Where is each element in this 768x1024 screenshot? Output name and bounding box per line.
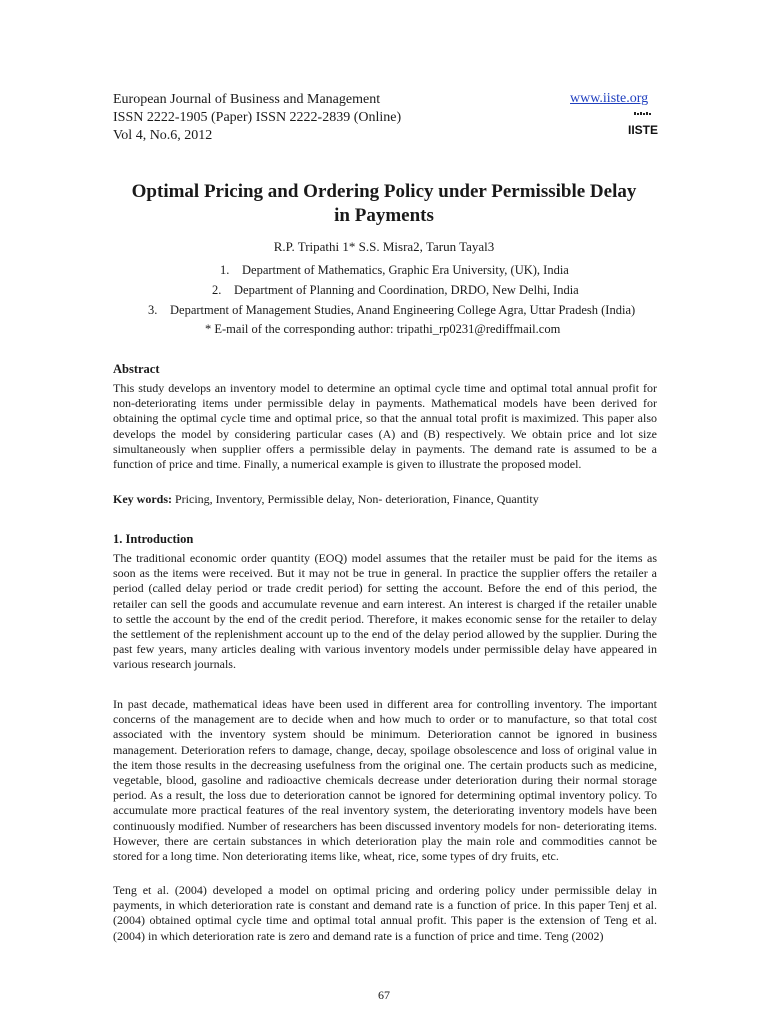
affiliation-number: 1. [220,263,230,277]
keywords-text: Pricing, Inventory, Permissible delay, Non- deterioration, Finance, Quantity [172,492,539,506]
introduction-heading: 1. Introduction [113,532,194,546]
journal-name: European Journal of Business and Management [113,92,381,107]
affiliation-2 [212,282,579,298]
intro-paragraph-3: Teng et al. (2004) developed a model on optimal pricing and ordering policy under permissible delay in payments, in which deterioration rate is constant and demand rate is a function of price. In this paper Tenj et al.(2004) obtained optimal cycle time and optimal total annual profit. This paper is the extension of Teng et al. (2004) in which deterioration rate is zero and demand rate is a function of price and time. Teng (2002) [113,883,657,943]
intro-paragraph-2: In past decade, mathematical ideas have been used in different area for controlling inventory. The important concerns of the management are to decide when and how much to order or to manufacture, so that total cost associated with the inventory system should be minimum. Deterioration cannot be ignored in business management. Deterioration refers to damage, change, decay, spoilage obsolescence and loss of original value in the item those results in the decreasing usefulness from the original one. The certain products such as medicine, vegetable, blood, gasoline and radioactive chemicals decrease under deterioration during their normal storage period. As a result, the loss due to deterioration cannot be ignored for determining optimal inventory policy. To accumulate more practical features of the real inventory system, the deteriorating inventory models have been continuously modified. Number of researchers has been discussed inventory models for non- deteriorating items. However, there are certain substances in which deterioration play the main role and commodities cannot be stored for a long time. Non deteriorating items like, wheat, rice, some types of dry fruits, etc. [113,697,657,864]
abstract-text: This study develops an inventory model to determine an optimal cycle time and optimal total annual profit for non-deteriorating items under permissible delay in payments. Mathematical models have been derived for obtaining the optimal cycle time and optimal price, so that the annual total profit is maximized. This paper also develops the model by considering particular cases (A) and (B) respectively. We obtain price and lot size simultaneously when supplier offers a permissible delay in payments. The demand rate is assumed to be a function of price and time. Finally, a numerical example is given to illustrate the proposed model. [113,381,657,472]
paper-title [100,180,668,228]
intro-paragraph-1: The traditional economic order quantity (EOQ) model assumes that the retailer must be paid for the items as soon as the items were received. But it may not be true in general. In practice the supplier offers the retailer a period (called delay period or trade credit period) for setting the account. Before the end of this period, the retailer can sell the goods and accumulate revenue and earn interest. An interest is charged if the retailer unable to settle the account by the end of the credit period. Therefore, it makes economic sense for the retailer to delay the settlement of the replenishment account up to the end of the delay period allowed by the supplier. During the past few years, many articles dealing with various inventory models under permissible delay have appeared in various research journals. [113,551,657,672]
affiliation-1 [220,262,569,278]
logo-text: IISTE [627,123,659,137]
title-line-1: Optimal Pricing and Ordering Policy under Permissible Delay [131,181,637,202]
affiliation-3 [148,302,635,318]
affiliation-text: Department of Mathematics, Graphic Era University, (UK), India [242,263,569,277]
keywords [113,492,539,507]
affiliation-number: 3. [148,303,158,317]
website-link[interactable]: www.iiste.org [570,91,649,106]
corresponding-email: * E-mail of the corresponding author: tripathi_rp0231@rediffmail.com [205,322,561,336]
affiliation-number: 2. [212,283,222,297]
journal-volume: Vol 4, No.6, 2012 [113,128,213,143]
keywords-label: Key words: [113,492,172,506]
affiliation-text: Department of Management Studies, Anand Engineering College Agra, Uttar Pradesh (India) [170,303,636,317]
iiste-logo-icon [626,112,660,138]
journal-issn: ISSN 2222-1905 (Paper) ISSN 2222-2839 (Online) [113,110,402,125]
title-line-2: in Payments [334,205,434,226]
journal-header [113,91,401,145]
page-number: 67 [378,988,390,1002]
authors: R.P. Tripathi 1* S.S. Misra2, Tarun Tayal3 [273,239,495,254]
affiliation-text: Department of Planning and Coordination, DRDO, New Delhi, India [234,283,579,297]
abstract-heading: Abstract [113,362,160,376]
